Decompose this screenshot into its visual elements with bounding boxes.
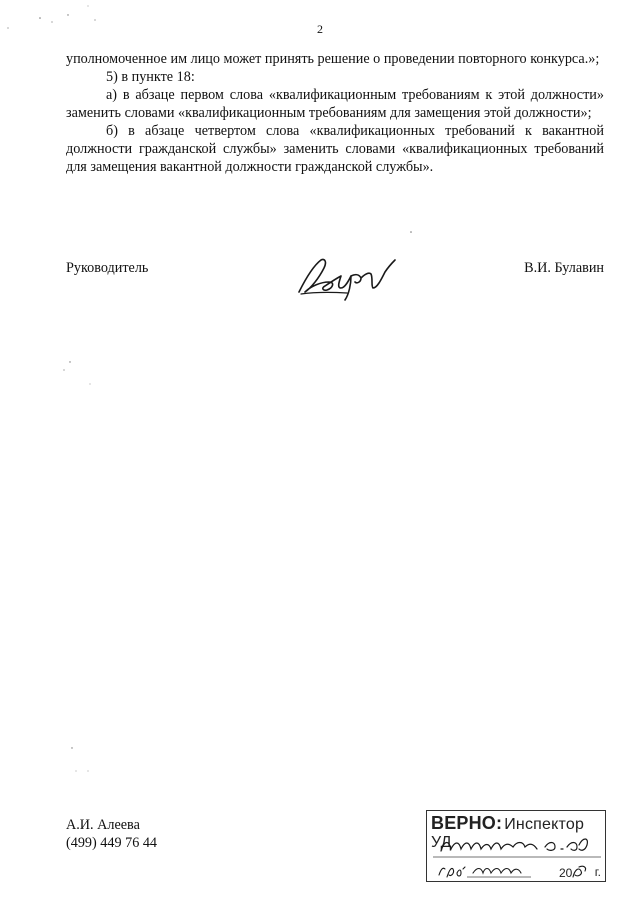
- paragraph: б) в абзаце четвертом слова «квалификационных требований к вакантной должности гражданской службы» заменить словами «квалификационных требований для замещения вакантной должности гражданской службы».: [66, 123, 604, 175]
- certification-stamp: [426, 810, 606, 882]
- document-body: [66, 50, 604, 176]
- stamp-position: Инспектор УД: [431, 816, 585, 851]
- executor-phone: (499) 449 76 44: [66, 835, 158, 851]
- stamp-verified-label: ВЕРНО:: [431, 813, 503, 833]
- executor-name: А.И. Алеева: [66, 817, 140, 833]
- handwritten-signature: [291, 252, 401, 302]
- paragraph: а) в абзаце первом слова «квалификационным требованиям к этой должности» заменить словами «квалификационным требованиям для замещения этой должности»;: [66, 87, 604, 121]
- signature-block: [66, 260, 604, 304]
- page-number: 2: [317, 22, 323, 36]
- stamp-handwriting: [427, 811, 607, 883]
- signatory-name: В.И. Булавин: [524, 260, 604, 276]
- signatory-title: Руководитель: [66, 260, 149, 276]
- paragraph: уполномоченное им лицо может принять решение о проведении повторного конкурса.»;: [66, 51, 600, 67]
- executor-block: [66, 816, 157, 852]
- stamp-year-suffix: г.: [594, 865, 601, 879]
- svg-text:20: 20: [559, 866, 573, 880]
- paragraph: 5) в пункте 18:: [106, 69, 195, 85]
